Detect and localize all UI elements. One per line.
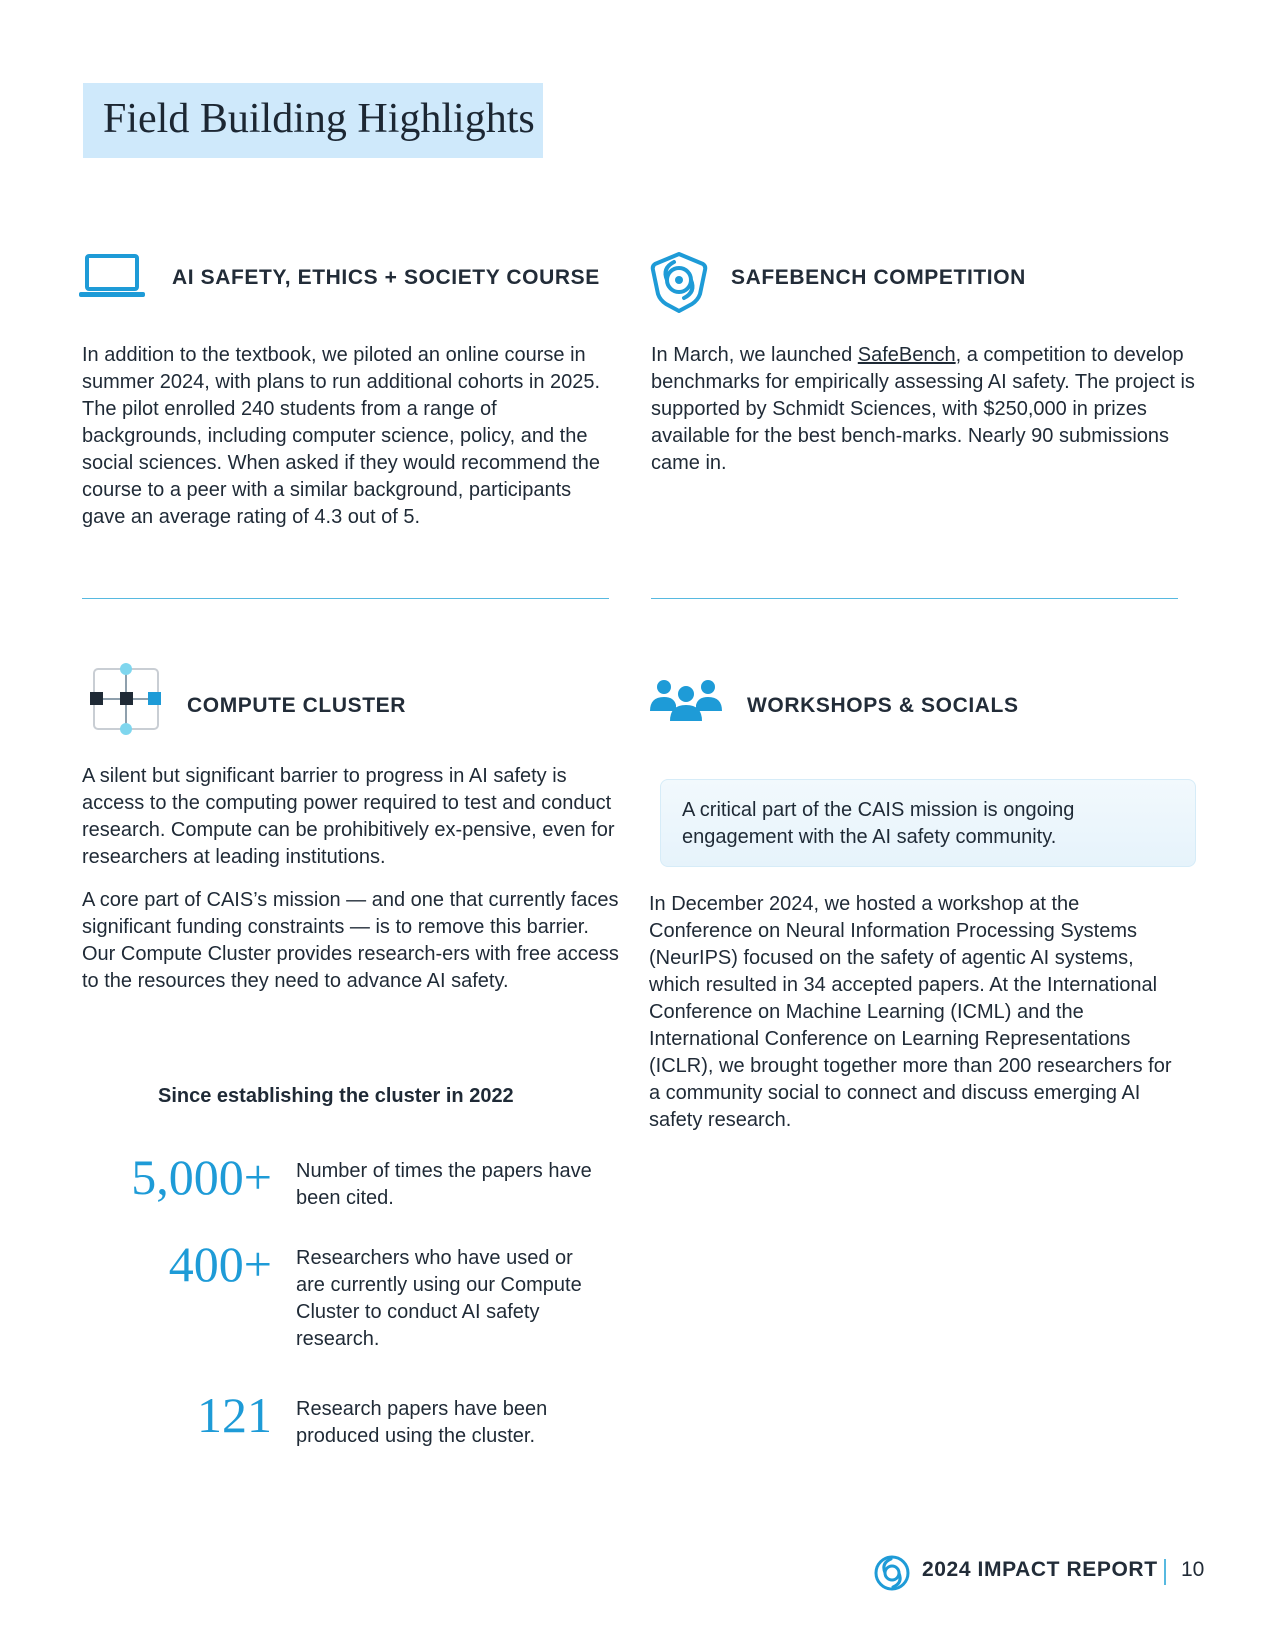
cais-logo-icon: [648, 250, 710, 314]
course-paragraph: In addition to the textbook, we piloted an online course in summer 2024, with plans to run additional cohorts in 2025. The pilot enrolled 240 students from a range of backgrounds, including computer science, policy, and the social sciences. When asked if they would recommend the course to a peer with a similar background, participants gave an average rating of 4.3 out of 5.: [82, 344, 601, 528]
stat-text-researchers: Researchers who have used or are currently using our Compute Cluster to conduct AI safety research.: [296, 1247, 582, 1350]
stat-number-citations: 5,000+: [131, 1149, 272, 1205]
workshops-paragraph: In December 2024, we hosted a workshop at the Conference on Neural Information Processing Systems (NeurIPS) focused on the safety of agentic AI systems, which resulted in 34 accepted papers. At the International Conference on Machine Learning (ICML) and the International Conference on Learning Representations (ICLR), we brought together more than 200 researchers for a community social to connect and discuss emerging AI safety research.: [649, 893, 1172, 1131]
page-title: Field Building Highlights: [103, 96, 535, 142]
safebench-body: [651, 342, 1197, 477]
workshops-heading: WORKSHOPS & SOCIALS: [747, 694, 1019, 717]
safebench-heading: SAFEBENCH COMPETITION: [731, 266, 1026, 289]
compute-paragraph-1: A silent but significant barrier to progress in AI safety is access to the computing power required to test and conduct research. Compute can be prohibitively ex-pensive, even for researchers at leading institutions.: [82, 765, 615, 868]
safebench-text-end: , a competition to develop benchmarks for empirically assessing AI safety. The project is supported by Schmidt Sciences, with $250,000 in prizes available for the best bench-marks. Nearly 90 submissions came in.: [651, 344, 1195, 474]
cais-footer-logo-icon: [873, 1553, 911, 1593]
laptop-icon: [78, 253, 146, 299]
course-body: [82, 342, 612, 531]
stat-text-papers: Research papers have been produced using the cluster.: [296, 1398, 548, 1447]
safebench-text-start: In March, we launched: [651, 344, 858, 366]
people-icon: [650, 677, 722, 721]
footer-page-number: 10: [1181, 1558, 1205, 1581]
workshops-body: [649, 891, 1179, 1134]
compute-paragraph-2: A core part of CAIS’s mission — and one that currently faces significant funding constraints — is to remove this barrier. Our Compute Cluster provides research-ers with free access to the resources they need to advance AI safety.: [82, 889, 619, 992]
callout-text: A critical part of the CAIS mission is ongoing engagement with the AI safety community.: [682, 799, 1075, 848]
workshops-callout: [660, 779, 1196, 867]
safebench-divider: [651, 598, 1178, 599]
stat-text-citations: Number of times the papers have been cited.: [296, 1160, 592, 1209]
course-heading: AI SAFETY, ETHICS + SOCIETY COURSE: [172, 266, 600, 289]
compute-body: [82, 763, 622, 995]
since-label: Since establishing the cluster in 2022: [158, 1085, 514, 1107]
stat-number-researchers: 400+: [168, 1236, 272, 1292]
compute-heading: COMPUTE CLUSTER: [187, 694, 406, 717]
footer-report-label: 2024 IMPACT REPORT: [922, 1558, 1158, 1581]
footer-separator: [1164, 1559, 1166, 1585]
stat-number-papers: 121: [197, 1387, 272, 1443]
safebench-link[interactable]: SafeBench: [857, 344, 956, 366]
page-title-box: [83, 83, 543, 158]
compute-cluster-icon: [86, 663, 166, 735]
course-divider: [82, 598, 609, 599]
